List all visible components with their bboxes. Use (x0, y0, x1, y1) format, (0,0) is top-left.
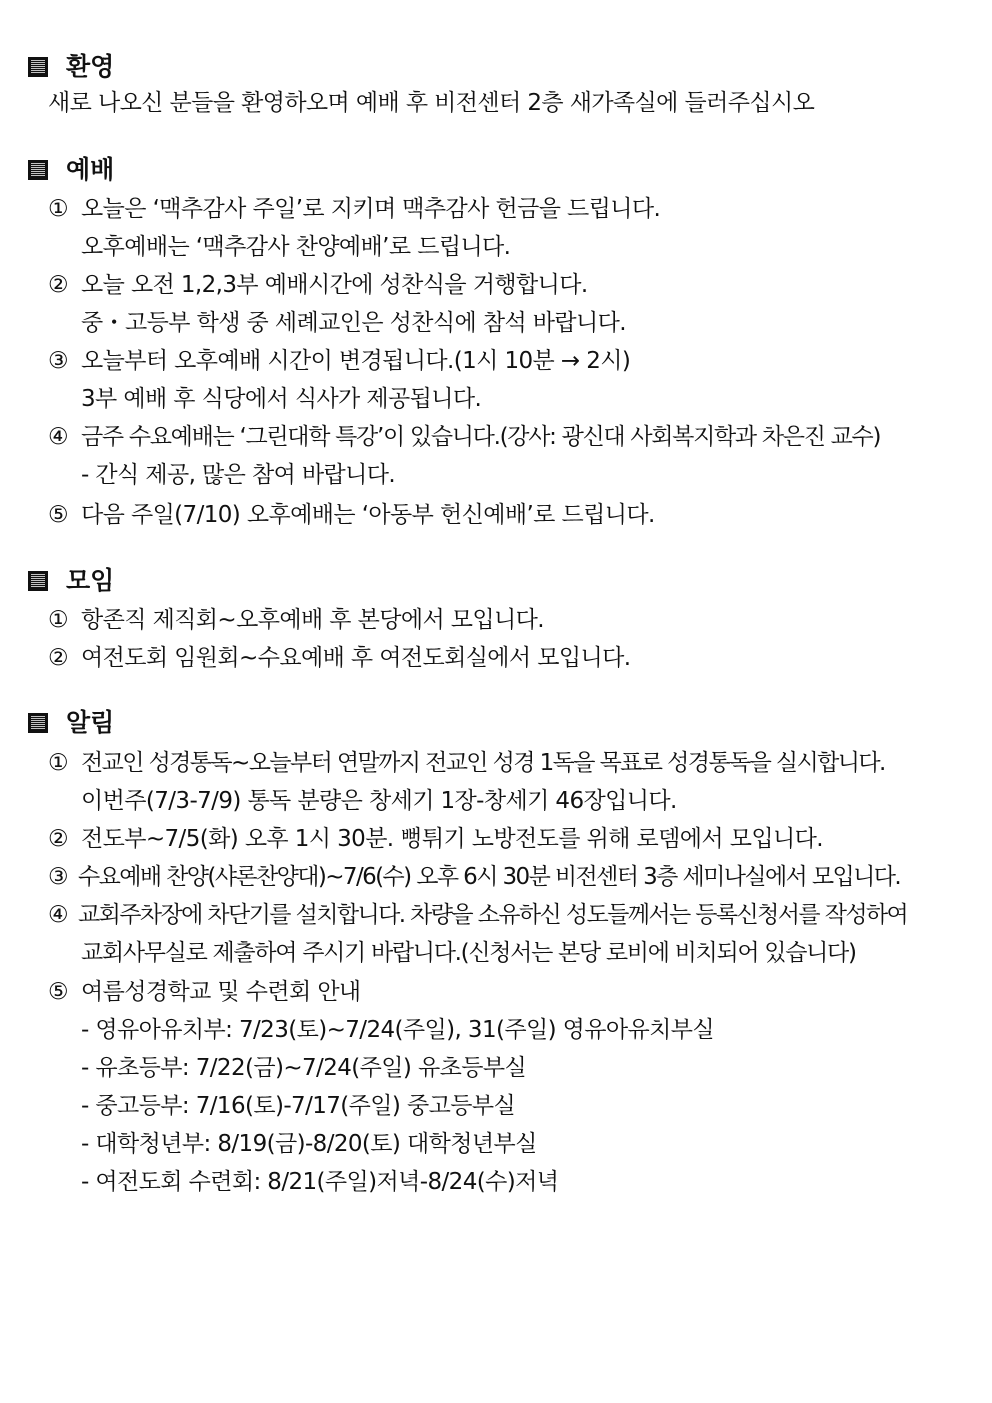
notice-item-5-sub-2: - 유초등부: 7/22(금)~7/24(주일) 유초등부실 (81, 1055, 527, 1081)
notice-item-5-sub-4: - 대학청년부: 8/19(금)-8/20(토) 대학청년부실 (81, 1131, 537, 1157)
section-heading-meeting (28, 564, 114, 598)
notice-item-5 (48, 973, 361, 1011)
welcome-text: 새로 나오신 분들을 환영하오며 예배 후 비전센터 2층 새가족실에 들러주십시오 (48, 90, 815, 116)
section-title: 환영 (66, 52, 115, 81)
worship-item-4 (48, 418, 880, 456)
notice-item-1-line-2: 이번주(7/3-7/9) 통독 분량은 창세기 1장-창세기 46장입니다. (81, 788, 677, 814)
item-text: 오늘 오전 1,2,3부 예배시간에 성찬식을 거행합니다. (81, 272, 588, 298)
checkered-box-icon (28, 160, 48, 180)
item-text: 항존직 제직회~오후예배 후 본당에서 모입니다. (81, 607, 544, 633)
item-number: ③ (48, 348, 69, 374)
meeting-item-2 (48, 639, 630, 677)
checkered-box-icon (28, 713, 48, 733)
item-number: ① (48, 196, 69, 222)
notice-item-5-sub-3: - 중고등부: 7/16(토)-7/17(주일) 중고등부실 (81, 1093, 516, 1119)
worship-item-5 (48, 496, 655, 534)
item-text: 여전도회 임원회~수요예배 후 여전도회실에서 모입니다. (81, 645, 631, 671)
notice-item-4 (48, 896, 907, 934)
worship-item-2 (48, 266, 588, 304)
section-title: 예배 (66, 155, 115, 184)
worship-item-2-line-2: 중・고등부 학생 중 세례교인은 성찬식에 참석 바랍니다. (81, 310, 626, 336)
worship-item-4-line-2: - 간식 제공, 많은 참여 바랍니다. (81, 462, 396, 488)
item-text: 금주 수요예배는 ‘그린대학 특강’이 있습니다.(강사: 광신대 사회복지학과 차은진 교수) (81, 424, 881, 450)
meeting-item-1 (48, 601, 544, 639)
checkered-box-icon (28, 571, 48, 591)
item-text: 다음 주일(7/10) 오후예배는 ‘아동부 헌신예배’로 드립니다. (81, 502, 655, 528)
item-number: ② (48, 272, 69, 298)
checkered-box-icon (28, 57, 48, 77)
section-heading-notice (28, 706, 114, 740)
item-text: 오늘부터 오후예배 시간이 변경됩니다.(1시 10분 → 2시) (81, 348, 631, 374)
worship-item-3-line-2: 3부 예배 후 식당에서 식사가 제공됩니다. (81, 386, 482, 412)
item-text: 오늘은 ‘맥추감사 주일’로 지키며 맥추감사 헌금을 드립니다. (81, 196, 661, 222)
section-heading-worship (28, 153, 114, 187)
item-number: ② (48, 645, 69, 671)
section-heading-welcome (28, 50, 114, 84)
section-title: 알림 (66, 708, 115, 737)
item-number: ① (48, 607, 69, 633)
item-number: ⑤ (48, 979, 69, 1005)
item-text: 전교인 성경통독~오늘부터 연말까지 전교인 성경 1독을 목표로 성경통독을 실시합니다. (81, 750, 885, 776)
item-number: ③ (48, 864, 68, 890)
notice-item-5-sub-1: - 영유아유치부: 7/23(토)~7/24(주일), 31(주일) 영유아유치부실 (81, 1017, 715, 1043)
section-title: 모임 (66, 566, 115, 595)
item-text: 교회주차장에 차단기를 설치합니다. 차량을 소유하신 성도들께서는 등록신청서를 작성하여 (78, 902, 908, 928)
notice-item-4-line-2: 교회사무실로 제출하여 주시기 바랍니다.(신청서는 본당 로비에 비치되어 있습니다) (81, 940, 856, 966)
item-text: 여름성경학교 및 수련회 안내 (81, 979, 361, 1005)
worship-item-1 (48, 190, 660, 228)
worship-item-1-line-2: 오후예배는 ‘맥추감사 찬양예배’로 드립니다. (81, 234, 511, 260)
item-text: 전도부~7/5(화) 오후 1시 30분. 뻥튀기 노방전도를 위해 로뎀에서 모입니다. (81, 826, 823, 852)
notice-item-5-sub-5: - 여전도회 수련회: 8/21(주일)저녁-8/24(수)저녁 (81, 1169, 559, 1195)
notice-item-2 (48, 820, 823, 858)
item-number: ① (48, 750, 68, 776)
worship-item-3 (48, 342, 630, 380)
item-number: ⑤ (48, 502, 69, 528)
item-text: 수요예배 찬양(샤론찬양대)~7/6(수) 오후 6시 30분 비전센터 3층 세미나실에서 모입니다. (78, 864, 901, 890)
item-number: ④ (48, 902, 68, 928)
notice-item-3 (48, 858, 900, 896)
item-number: ② (48, 826, 69, 852)
item-number: ④ (48, 424, 68, 450)
notice-item-1 (48, 744, 885, 782)
